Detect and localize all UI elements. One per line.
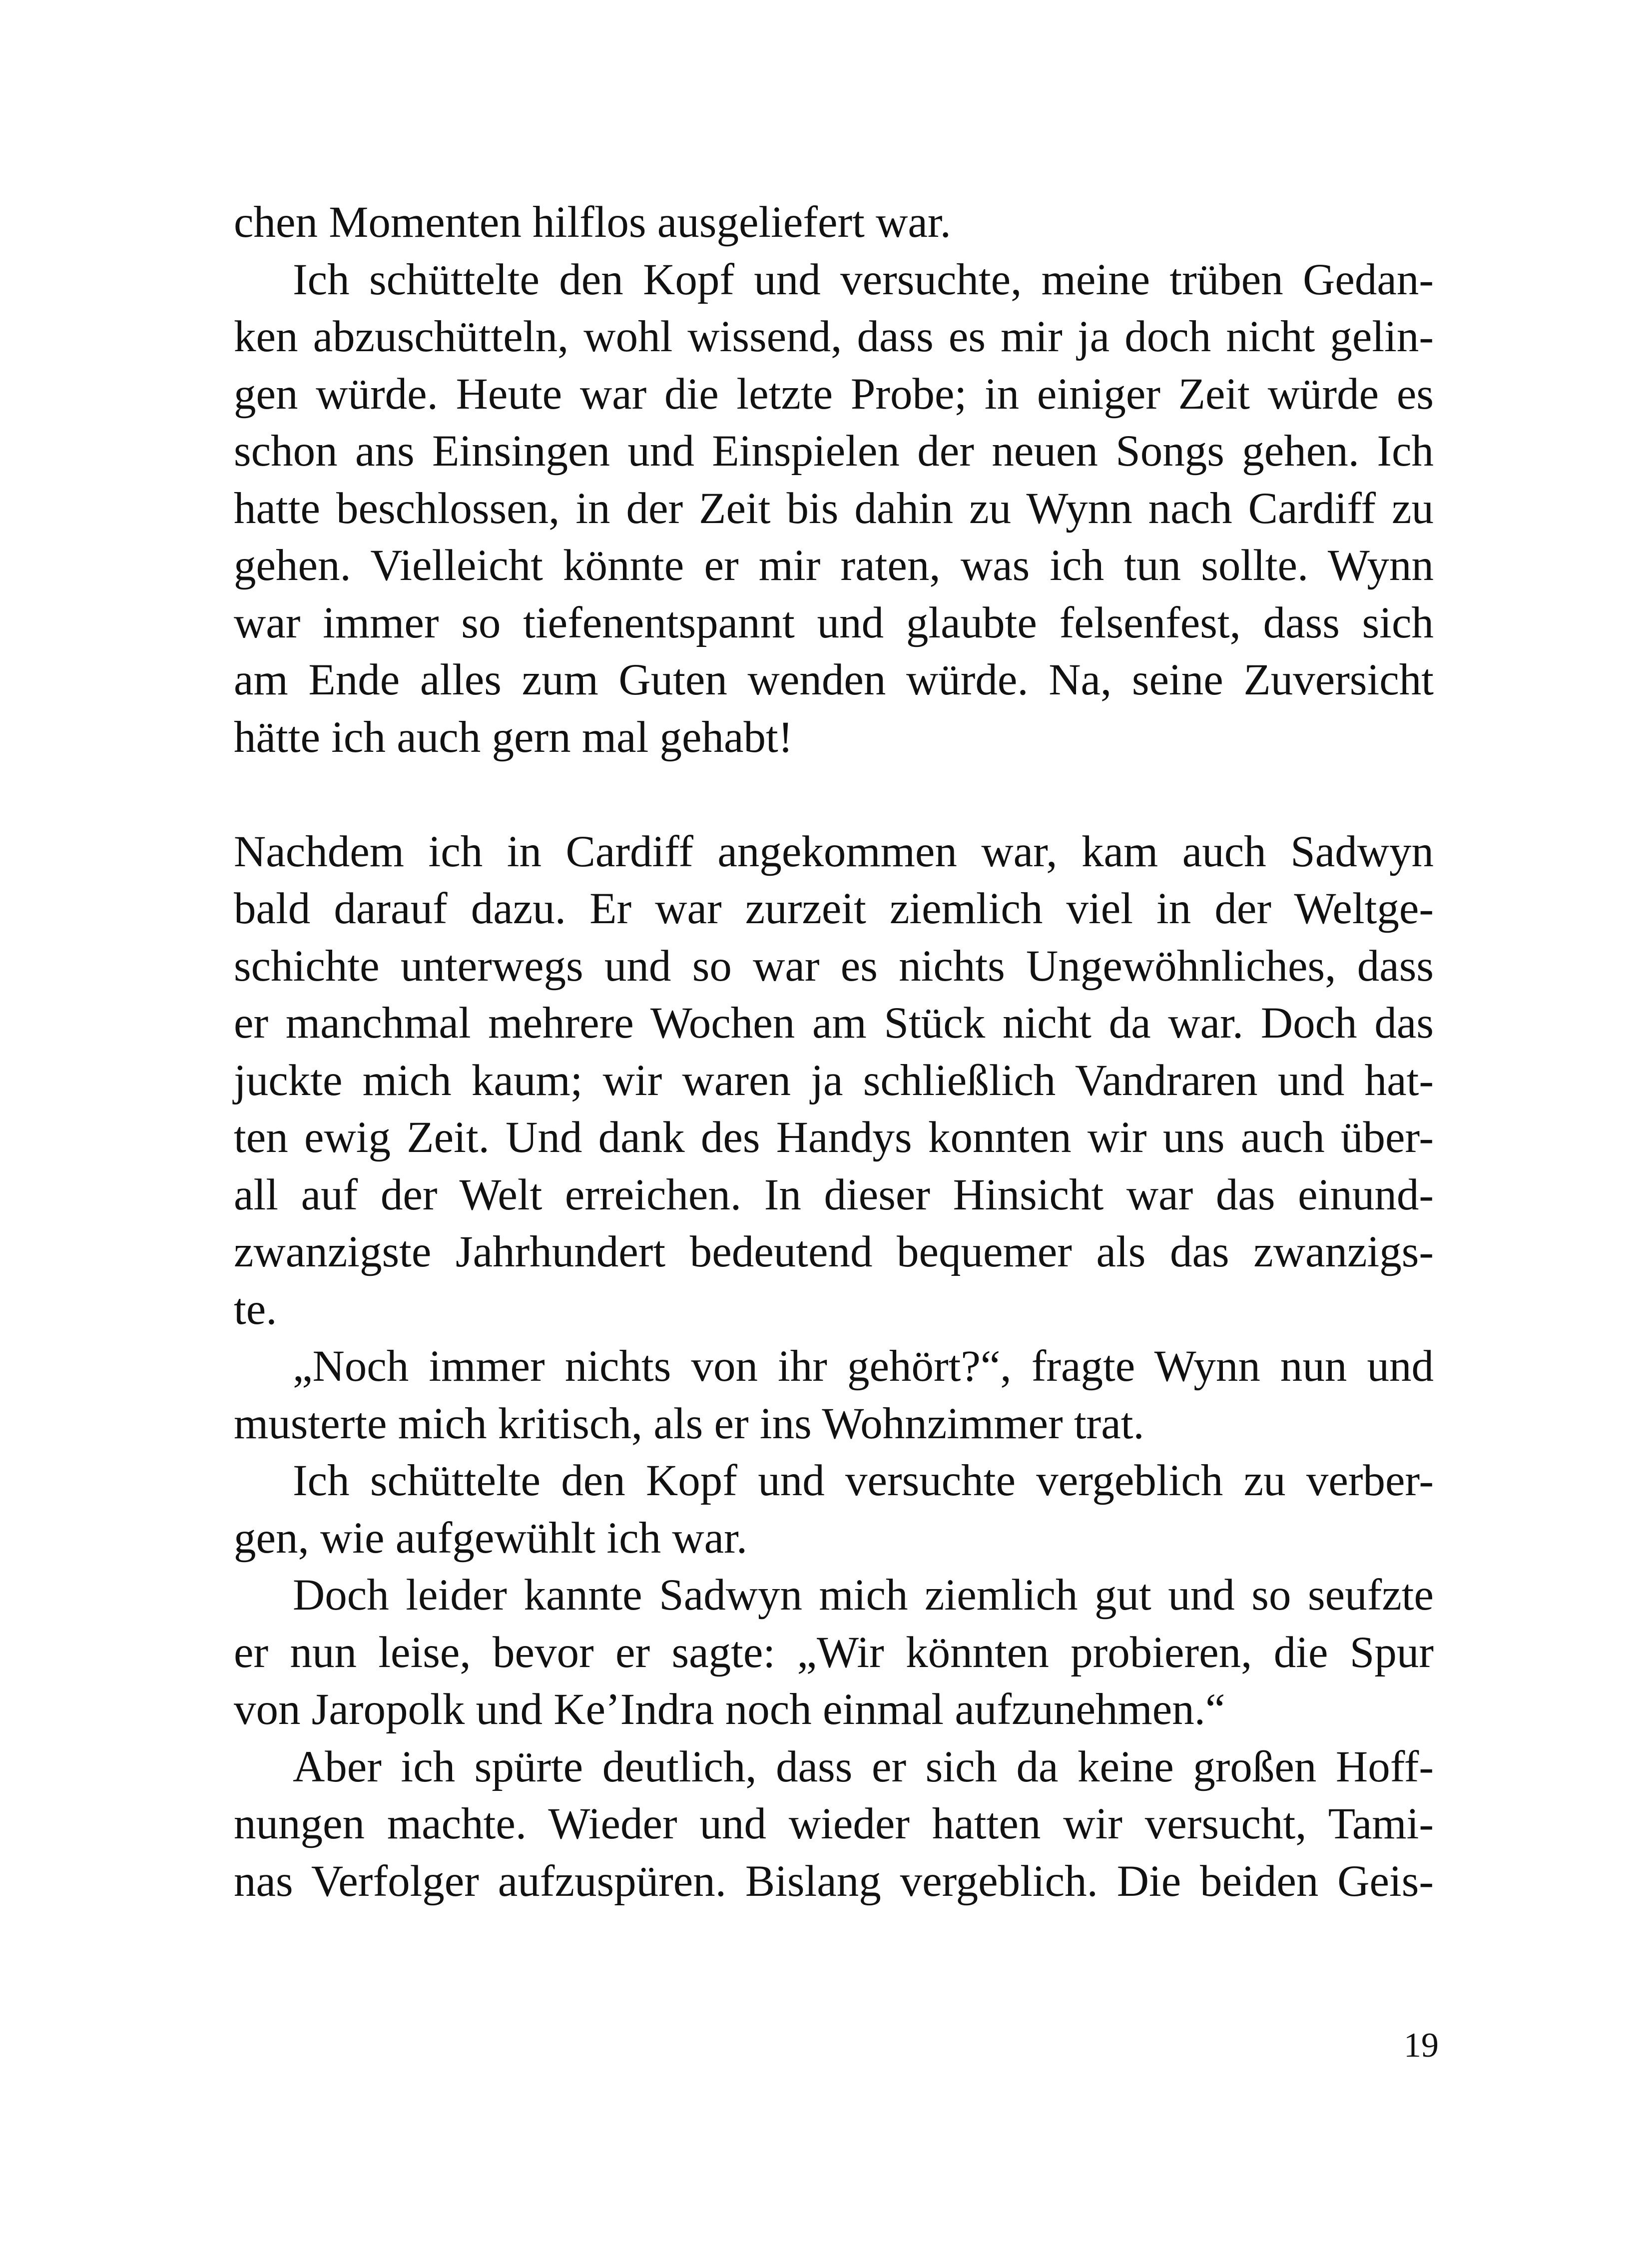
text-line: Ich schüttelte den Kopf und versuchte vergeblich zu verber- [293, 1456, 1434, 1505]
paragraph [234, 823, 1434, 1338]
text-line: hätte ich auch gern mal gehabt! [234, 712, 793, 762]
text-line: am Ende alles zum Guten wenden würde. Na, seine Zuversicht [234, 655, 1434, 704]
section-break [234, 766, 1434, 823]
text-line: von Jaropolk und Ke’Indra noch einmal aufzunehmen.“ [234, 1685, 1225, 1734]
text-line: „Noch immer nichts von ihr gehört?“, fragte Wynn nun und [293, 1342, 1434, 1391]
page-number: 19 [1404, 2026, 1439, 2065]
text-line: bald darauf dazu. Er war zurzeit ziemlich viel in der Weltge- [234, 884, 1434, 933]
paragraph [234, 194, 1434, 251]
paragraph [234, 1738, 1434, 1910]
text-line: te. [234, 1284, 277, 1334]
text-line: ken abzuschütteln, wohl wissend, dass es mir ja doch nicht gelin- [234, 312, 1434, 361]
text-line: Aber ich spürte deutlich, dass er sich da keine großen Hoff- [293, 1742, 1434, 1791]
text-line: hatte beschlossen, in der Zeit bis dahin zu Wynn nach Cardiff zu [234, 484, 1434, 533]
text-line: gehen. Vielleicht könnte er mir raten, was ich tun sollte. Wynn [234, 541, 1434, 590]
text-line: gen würde. Heute war die letzte Probe; in einiger Zeit würde es [234, 369, 1434, 419]
body-text [234, 194, 1434, 1910]
text-line: musterte mich kritisch, als er ins Wohnzimmer trat. [234, 1399, 1144, 1448]
paragraph [234, 1452, 1434, 1567]
text-line: gen, wie aufgewühlt ich war. [234, 1513, 748, 1563]
text-line: war immer so tiefenentspannt und glaubte felsenfest, dass sich [234, 598, 1434, 647]
text-line: schichte unterwegs und so war es nichts Ungewöhnliches, dass [234, 941, 1434, 991]
text-line: juckte mich kaum; wir waren ja schließlich Vandraren und hat- [234, 1056, 1434, 1105]
text-line: Ich schüttelte den Kopf und versuchte, meine trüben Gedan- [293, 255, 1434, 304]
paragraph [234, 1567, 1434, 1738]
text-line: schon ans Einsingen und Einspielen der neuen Songs gehen. Ich [234, 427, 1434, 476]
text-line: er manchmal mehrere Wochen am Stück nicht da war. Doch das [234, 999, 1434, 1048]
text-line: nungen machte. Wieder und wieder hatten wir versucht, Tami- [234, 1799, 1434, 1848]
paragraph [234, 1338, 1434, 1452]
text-line: Nachdem ich in Cardiff angekommen war, kam auch Sadwyn [234, 827, 1434, 876]
text-line: chen Momenten hilflos ausgeliefert war. [234, 198, 951, 247]
paragraph [234, 251, 1434, 766]
text-line: er nun leise, bevor er sagte: „Wir könnten probieren, die Spur [234, 1628, 1434, 1677]
text-line: nas Verfolger aufzuspüren. Bislang vergeblich. Die beiden Geis- [234, 1856, 1434, 1906]
text-line: zwanzigste Jahrhundert bedeutend bequemer als das zwanzigs- [234, 1227, 1434, 1276]
text-line: ten ewig Zeit. Und dank des Handys konnten wir uns auch über- [234, 1113, 1434, 1162]
text-line: Doch leider kannte Sadwyn mich ziemlich gut und so seufzte [293, 1571, 1434, 1620]
text-line: all auf der Welt erreichen. In dieser Hinsicht war das einund- [234, 1170, 1434, 1219]
